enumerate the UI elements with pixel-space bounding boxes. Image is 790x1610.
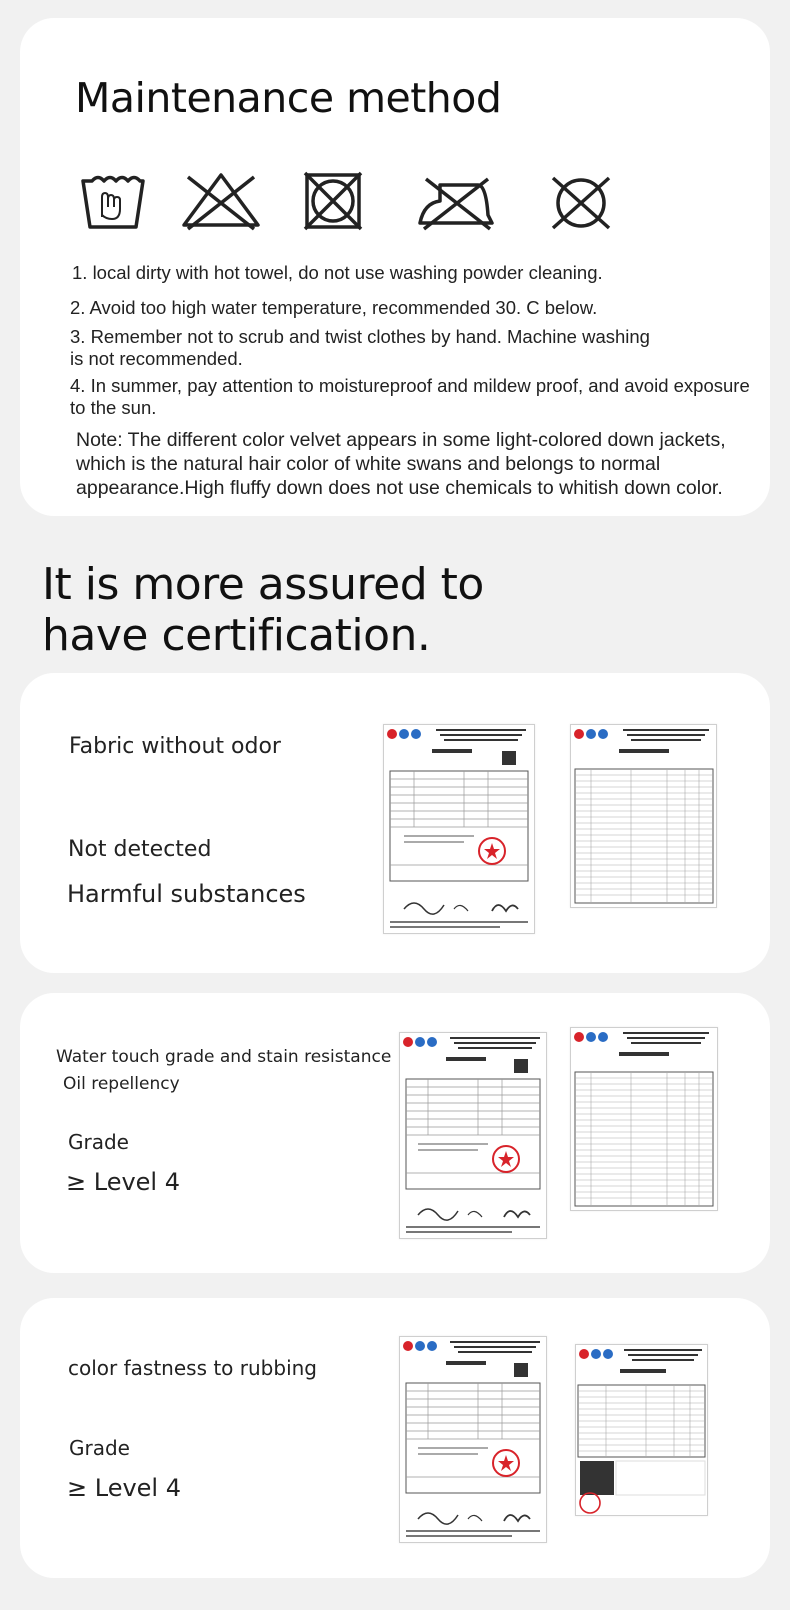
- test-report-appendix-image: [575, 1344, 708, 1516]
- maintenance-rule-4: 4. In summer, pay attention to moistureproof and mildew proof, and avoid exposure to the sun.: [70, 375, 750, 418]
- do-not-dry-clean-icon: [549, 174, 613, 232]
- water-grade-label: Grade: [68, 1130, 129, 1154]
- rubbing-level-label: ≥ Level 4: [67, 1474, 181, 1502]
- test-report-image: [399, 1032, 547, 1239]
- maintenance-rule-2: 2. Avoid too high water temperature, recommended 30. C below.: [70, 297, 598, 318]
- do-not-bleach-icon: [180, 171, 262, 231]
- maintenance-rule-1: 1. local dirty with hot towel, do not use washing powder cleaning.: [72, 262, 603, 283]
- do-not-tumble-dry-icon: [303, 171, 363, 231]
- rubbing-label: color fastness to rubbing: [68, 1356, 317, 1380]
- rubbing-grade-label: Grade: [69, 1436, 130, 1460]
- maintenance-title: Maintenance method: [75, 74, 502, 122]
- certification-heading: It is more assured to have certification.: [42, 559, 484, 661]
- not-detected-label: Not detected: [68, 837, 212, 862]
- do-not-iron-icon: [416, 175, 496, 231]
- test-report-appendix-image: [570, 1027, 718, 1211]
- test-report-image: [399, 1336, 547, 1543]
- hand-wash-icon: [80, 171, 146, 231]
- maintenance-note: Note: The different color velvet appears in some light-colored down jackets, which is the natural hair color of white swans and belongs to normal appearance.High fluffy down does not use chemicals to whitish down color.: [76, 429, 726, 499]
- water-touch-label: Water touch grade and stain resistance: [56, 1047, 392, 1067]
- test-report-appendix-image: [570, 724, 717, 908]
- test-report-image: [383, 724, 535, 934]
- fabric-odor-label: Fabric without odor: [69, 734, 281, 759]
- water-level-label: ≥ Level 4: [66, 1168, 180, 1196]
- oil-repellency-label: Oil repellency: [63, 1074, 180, 1094]
- maintenance-rule-3: 3. Remember not to scrub and twist clothes by hand. Machine washing is not recommended.: [70, 326, 650, 369]
- harmful-substances-label: Harmful substances: [67, 880, 306, 908]
